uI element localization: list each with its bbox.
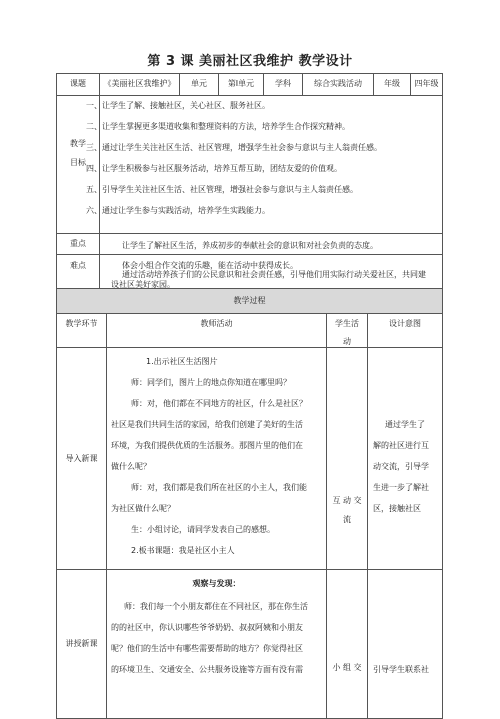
intro-line: 做什么呢？ (111, 462, 151, 471)
intro-intent: 通过学生了 (385, 420, 425, 429)
objective-item: 三、通过让学生关注社区生活、社区管理，增强学生社会参与意识与主人翁责任感。 (86, 143, 382, 152)
grade-label: 年级 (384, 79, 400, 88)
objectives-label-2: 目标 (70, 158, 86, 167)
intro-student-2: 流 (343, 515, 351, 524)
intro-line: 为社区做什么呢？ (111, 504, 175, 513)
intro-line: 社区是我们共同生活的家园，给我们创建了美好的生活 (111, 420, 303, 429)
difficulty-label: 难点 (70, 261, 86, 270)
lecture-intent: 引导学生联系社 (373, 665, 429, 674)
intro-stage: 导入新课 (65, 454, 98, 463)
intro-intent: 生进一步了解社 (373, 483, 429, 492)
topic-label: 课题 (70, 79, 86, 88)
lecture-line: 呢？他们的生活中有哪些需要帮助的地方？你觉得社区 (111, 644, 303, 653)
lecture-heading: 观察与发现： (192, 579, 241, 588)
lecture-student: 小 组 交 (332, 663, 362, 672)
lecture-line: 师：我们每一个小朋友都住在不同社区，那在你生活 (124, 602, 308, 611)
keypoint-label: 重点 (70, 239, 86, 248)
intro-line: 师：对，我们都是我们所在社区的小主人，我们能 (131, 483, 307, 492)
unit-label: 单元 (191, 79, 207, 88)
objective-item: 四、让学生积极参与社区服务活动，培养互帮互助，团结友爱的价值观。 (86, 164, 342, 173)
objective-item: 一、让学生了解、接触社区，关心社区、服务社区。 (86, 101, 270, 110)
objectives-label-1: 教学 (70, 139, 86, 148)
intro-intent: 解的社区进行互 (373, 441, 429, 450)
cell-intro-student (326, 347, 368, 570)
intro-student-1: 互 动 交 (332, 496, 362, 505)
cell-lecture-student (326, 569, 368, 719)
document-title: 第 3 课 美丽社区我维护 教学设计 (147, 54, 353, 69)
intro-line: 师：对，他们都在不同地方的社区，什么是社区？ (131, 399, 307, 408)
subject-value: 综合实践活动 (314, 79, 362, 88)
col-intent-header: 设计意图 (389, 319, 421, 328)
intro-intent: 区，接触社区 (373, 504, 421, 513)
intro-line: 2.板书课题：我是社区小主人 (131, 546, 235, 555)
col-student-header-1: 学生活 (335, 319, 359, 328)
difficulty-line: 设社区美好家园。 (111, 280, 175, 289)
difficulty-line: 体会小组合作交流的乐趣，能在活动中获得成长。 (122, 261, 298, 270)
difficulty-line: 通过活动培养孩子们的公民意识和社会责任感，引导他们用实际行动关爱社区，共同建 (122, 270, 426, 279)
col-stage-header: 教学环节 (65, 319, 98, 328)
lecture-line: 的环境卫生、交通安全、公共服务设施等方面有没有需 (111, 665, 303, 674)
objective-item: 五、引导学生关注社区生活、社区管理，增强社会参与意识与主人翁责任感。 (86, 185, 358, 194)
subject-label: 学科 (275, 79, 291, 88)
col-student-header-2: 动 (343, 337, 351, 346)
intro-line: 师：同学们，图片上的地点你知道在哪里吗？ (131, 378, 291, 387)
topic-value: 《美丽社区我维护》 (103, 79, 176, 88)
intro-line: 生：小组讨论，请同学发表自己的感想。 (131, 525, 275, 534)
objective-item: 二、让学生掌握更多渠道收集和整理资料的方法，培养学生合作探究精神。 (86, 122, 350, 131)
cell-difficulty-label (56, 254, 100, 289)
intro-intent: 动交流，引导学 (373, 462, 429, 471)
intro-line: 环境，为我们提供优质的生活服务。那图片里的他们在 (111, 441, 303, 450)
grade-value: 四年级 (414, 79, 439, 88)
lecture-stage: 讲授新课 (65, 639, 98, 648)
cell-lecture-intent (367, 569, 443, 719)
unit-value: 第Ⅰ单元 (227, 79, 255, 88)
objective-item: 六、通过让学生参与实践活动，培养学生实践能力。 (86, 206, 270, 215)
col-teacher-header: 教师活动 (200, 319, 233, 328)
cell-intro-intent (367, 347, 443, 570)
intro-line: 1.出示社区生活图片 (146, 357, 218, 366)
process-header: 教学过程 (233, 296, 266, 305)
lecture-line: 的的社区中，你认识哪些爷爷奶奶、叔叔阿姨和小朋友 (111, 623, 303, 632)
keypoint-text: 让学生了解社区生活，养成初步的奉献社会的意识和对社会负责的态度。 (122, 241, 378, 250)
